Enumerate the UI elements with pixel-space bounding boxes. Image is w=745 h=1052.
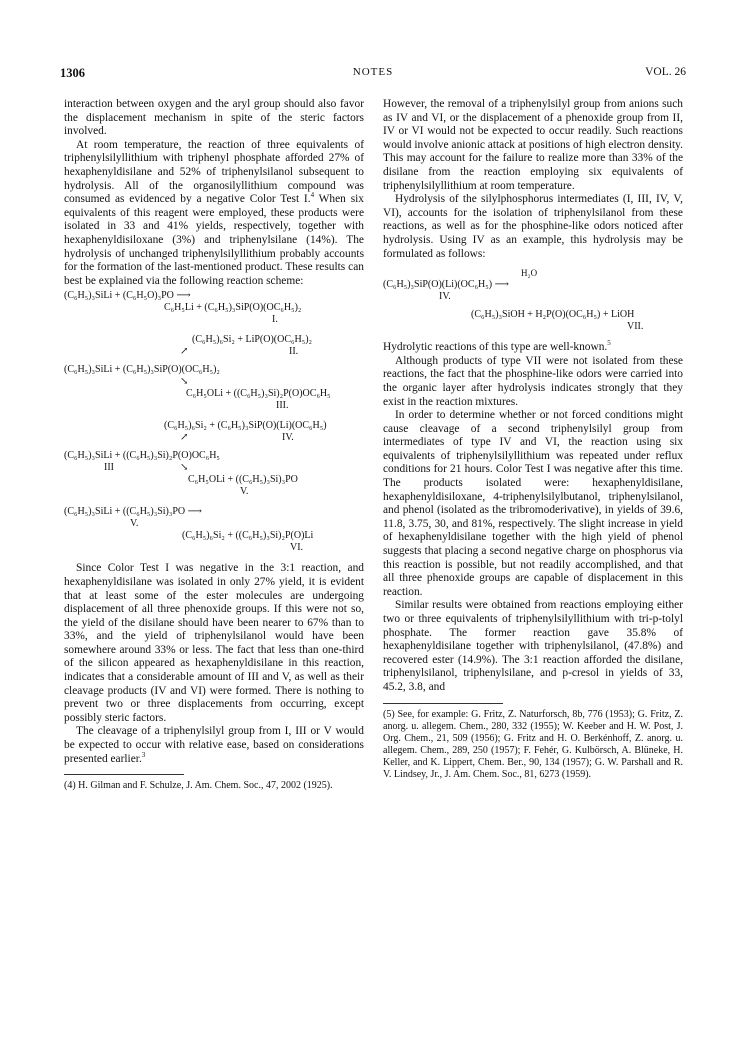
page-header xyxy=(60,66,686,82)
reaction-text: (C₆H₅)₃SiLi + ((C₆H₅)₃Si)₃PO ⟶ xyxy=(64,506,202,518)
volume-label: VOL. 26 xyxy=(645,66,686,78)
arrow-up-icon: ↗ xyxy=(180,432,189,444)
reaction-scheme xyxy=(64,290,364,554)
compound-label: III xyxy=(104,462,114,474)
hydrolysis-equation xyxy=(383,267,683,333)
paragraph: Similar results were obtained from reactions employing either two or three equivalents of triphenylsilyllithium with tri-p-tolyl phosphate. The former reaction gave 35.8% of hexaphenyldisilane together with triphenylsilanol, (47.8%) and recovered ester (14.9%). The 3:1 reaction afforded the disilane, triphenylsilanol, triphenylsilane, and p-cresol in yields of 33, 45.2, 3.8, and xyxy=(383,599,683,693)
footnote-divider xyxy=(64,774,184,775)
reaction-text: (C₆H₅)₃SiLi + ((C₆H₅)₃Si)₂P(O)OC₆H₅ xyxy=(64,450,220,462)
footnote-divider xyxy=(383,703,503,704)
paragraph: The cleavage of a triphenylsilyl group from I, III or V would be expected to occur with relative ease, based on considerations presented earlier.$^3$ xyxy=(64,725,364,765)
compound-label: I. xyxy=(272,314,278,326)
reaction-text: (C₆H₅)₆Si₂ + (C₆H₅)₃SiP(O)(Li)(OC₆H₅) xyxy=(164,420,327,432)
reaction-text: (C₆H₅)₃SiP(O)(Li)(OC₆H₅) ⟶ xyxy=(383,279,509,291)
paragraph: In order to determine whether or not forced conditions might cause cleavage of a second triphenylsilyl group from intermediates of type IV and VI, the reaction using six equivalents of triphenylsilyllithium was repeated under reflux conditions for 21 hours. Color Test I was negative after this time. The products isolated were: hexaphenyldisilane, hexaphenyldisiloxane, 4-triphenylsilylbutanol, triphenylsilanol, and phenol (isolated as the tribromoderivative), in yields of 39.6, 11.8, 3.75, 30, and 81%, respectively. The slight increase in yield of hexaphenyldisilane together with the high yield of phenol suggests that placing a second negative charge on phosphorus via this reaction is possible, but not readily accomplished, and that all three phenoxide groups are capable of displacement in this reaction. xyxy=(383,409,683,598)
footnote: (4) H. Gilman and F. Schulze, J. Am. Chem. Soc., 47, 2002 (1925). xyxy=(64,780,333,792)
compound-label: VII. xyxy=(627,321,644,333)
compound-label: II. xyxy=(289,346,299,358)
compound-label: V. xyxy=(130,518,139,530)
compound-label: V. xyxy=(240,486,249,498)
reaction-text: (C₆H₅)₆Si₂ + ((C₆H₅)₃Si)₂P(O)Li xyxy=(182,530,314,542)
paragraph: Although products of type VII were not isolated from these reactions, the fact that the phosphine-like odors were carried into the organic layer after hydrolysis indicates strongly that they exist in the reaction mixtures. xyxy=(383,354,683,408)
paragraph: interaction between oxygen and the aryl group should also favor the displacement mechanism in spite of the steric factors involved. xyxy=(64,98,364,138)
compound-label: IV. xyxy=(282,432,294,444)
reaction-text: (C₆H₅)₃SiOH + H₂P(O)(OC₆H₅) + LiOH xyxy=(471,309,635,321)
reaction-text: C₆H₅OLi + ((C₆H₅)₃Si)₃PO xyxy=(188,474,298,486)
reference-mark: 5 xyxy=(607,339,611,348)
footnote: (5) See, for example: G. Fritz, Z. Naturforsch, 8b, 776 (1953); G. Fritz, Z. anorg. u. allegem. Chem., 280, 332 (1955); W. Keeber and H. W. Post, J. Org. Chem., 21, 509 (1956); G. Fritz and H. O. Berkénhoff, Z. anorg. u. allegem. Chem., 289, 250 (1957); F. Fehér, G. Kulbörsch, A. Blüneke, H. Keller, and K. Lippert, Chem. Ber., 90, 134 (1957); G. W. Parshall and R. V. Lindsey, Jr., J. Am. Chem. Soc., 81, 6273 (1959). xyxy=(383,708,683,780)
paragraph: Since Color Test I was negative in the 3:1 reaction, and hexaphenyldisilane was isolated in only 27% yield, it is evident that at least some of the ester molecules are undergoing displacement of all three phenoxide groups. If this were not so, the yield of the disilane should have been nearer to 67% than to 33%, and the yield of triphenylsilanol would have been somewhere around 33% or less. The fact that less than one-third of the silicon appeared as hexaphenyldisilane in this reaction, indicates that a considerable amount of III and V, as well as their cleavage products (IV and VI) were formed. There is nothing to prevent two or three displacements from occurring, except possibly steric factors. xyxy=(64,562,364,724)
reaction-text: (C₆H₅)₃SiLi + (C₆H₅O)₃PO ⟶ xyxy=(64,290,191,302)
paragraph: However, the removal of a triphenylsilyl group from anions such as IV and VI, or the displacement of a phenoxide group from II, IV or VI would not be expected to occur readily. Such reactions would involve anionic attack at positions of high electron density. This may account for the failure to realize more than 33% of the disilane from the reaction employing six equivalents of triphenylsilyllithium at room temperature. xyxy=(383,98,683,192)
reagent-label: H₂O xyxy=(521,268,538,279)
reaction-text: (C₆H₅)₆Si₂ + LiP(O)(OC₆H₅)₂ xyxy=(192,334,313,346)
arrow-down-icon: ↘ xyxy=(180,376,189,388)
paragraph: Hydrolysis of the silylphosphorus intermediates (I, III, IV, V, VI), accounts for the isolation of triphenylsilanol from these reactions, as well as for the phosphine-like odors noticed after hydrolysis. Using IV as an example, this hydrolysis may be formulated as follows: xyxy=(383,193,683,260)
reaction-text: (C₆H₅)₃SiLi + (C₆H₅)₃SiP(O)(OC₆H₅)₂ xyxy=(64,364,220,376)
page-number: 1306 xyxy=(60,66,85,80)
section-title: NOTES xyxy=(352,66,394,78)
reaction-text: C₆H₅OLi + ((C₆H₅)₃Si)₂P(O)OC₆H₅ xyxy=(186,388,331,400)
arrow-down-icon: ↘ xyxy=(180,462,189,474)
paragraph: At room temperature, the reaction of three equivalents of triphenylsilyllithium with triphenyl phosphate afforded 27% of hexaphenyldisilane and 52% of triphenylsilanol subsequent to hydrolysis. All of the organosilyllithium compound was consumed as evidenced by a negative Color Test I.$^4$ When six equivalents of this reagent were employed, these products were isolated in 33 and 41% yields, respectively, together with hexaphenyldisiloxane (3%) and triphenylsilane (14%). The hydrolysis of unchanged triphenylsilyllithium probably accounts for the formation of the last-mentioned product. These results can best be explained via the following reaction scheme: xyxy=(64,138,364,287)
compound-label: III. xyxy=(276,400,289,412)
reference-mark: 4 xyxy=(310,191,315,200)
left-column xyxy=(64,98,364,792)
right-column xyxy=(383,98,683,781)
reaction-text: C₆H₅Li + (C₆H₅)₃SiP(O)(OC₆H₅)₂ xyxy=(164,302,302,314)
arrow-up-icon: ↗ xyxy=(180,346,189,358)
paragraph: Hydrolytic reactions of this type are well-known.$^5$ xyxy=(383,339,611,354)
compound-label: IV. xyxy=(439,291,451,303)
compound-label: VI. xyxy=(290,542,304,554)
reference-mark: 3 xyxy=(141,750,146,759)
